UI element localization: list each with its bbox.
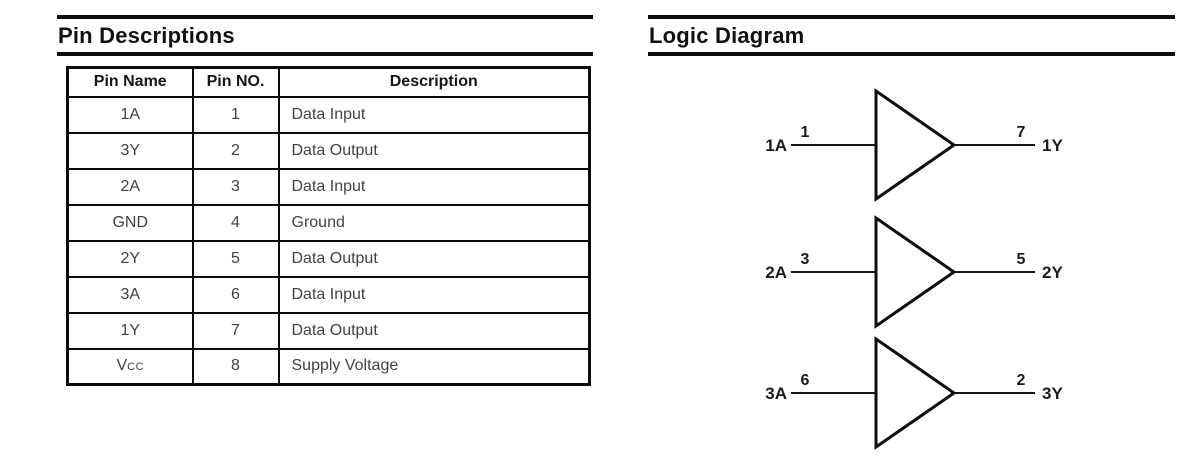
- vcc-main: V: [116, 357, 128, 375]
- header-rule-bottom: [648, 52, 1175, 56]
- gate2-input-label: 2A: [765, 263, 787, 282]
- table-row: [68, 133, 590, 169]
- gate3-input-label: 3A: [765, 384, 787, 403]
- table-row: [68, 313, 590, 349]
- gate2-output-pin-number: 5: [1016, 251, 1026, 268]
- cell-description: Data Input: [279, 97, 590, 133]
- cell-description: Data Output: [279, 241, 590, 277]
- pin-table-container: [66, 66, 591, 386]
- cell-pin-no: 7: [193, 313, 279, 349]
- gate3-output-label: 3Y: [1042, 384, 1063, 403]
- buffer-gate-3: [765, 339, 1063, 447]
- col-header-description: Description: [279, 68, 590, 97]
- table-header-row: [68, 68, 590, 97]
- cell-pin-no: 5: [193, 241, 279, 277]
- buffer-gate-2: [765, 218, 1063, 326]
- cell-pin-no: 3: [193, 169, 279, 205]
- cell-pin-no: 4: [193, 205, 279, 241]
- gate2-input-pin-number: 3: [800, 251, 810, 268]
- pin-descriptions-table: [66, 66, 591, 386]
- gate3-output-pin-number: 2: [1016, 372, 1026, 389]
- cell-pin-name: 2A: [68, 169, 193, 205]
- cell-pin-name: 2Y: [68, 241, 193, 277]
- gate1-input-label: 1A: [765, 136, 787, 155]
- gate1-output-label: 1Y: [1042, 136, 1063, 155]
- gate1-output-pin-number: 7: [1016, 124, 1026, 141]
- cell-description: Data Output: [279, 133, 590, 169]
- vcc-subscript: CC: [127, 361, 145, 374]
- cell-pin-no: 1: [193, 97, 279, 133]
- gate3-input-pin-number: 6: [800, 372, 810, 389]
- pin-descriptions-header: [57, 15, 593, 56]
- cell-description: Data Input: [279, 169, 590, 205]
- logic-diagram-title: Logic Diagram: [649, 23, 805, 48]
- cell-description: Supply Voltage: [279, 349, 590, 385]
- cell-pin-name: 3Y: [68, 133, 193, 169]
- cell-pin-name: 1Y: [68, 313, 193, 349]
- cell-pin-no: 2: [193, 133, 279, 169]
- buffer-triangle-icon: [876, 91, 954, 199]
- buffer-triangle-icon: [876, 218, 954, 326]
- logic-diagram: [650, 85, 1200, 460]
- gate1-input-pin-number: 1: [800, 124, 810, 141]
- cell-pin-name: GND: [68, 205, 193, 241]
- gate2-output-label: 2Y: [1042, 263, 1063, 282]
- pin-descriptions-title: Pin Descriptions: [58, 23, 235, 48]
- buffer-gate-1: [765, 91, 1063, 199]
- cell-pin-no: 6: [193, 277, 279, 313]
- logic-diagram-header: [648, 15, 1175, 56]
- cell-pin-no: 8: [193, 349, 279, 385]
- cell-pin-name-vcc: [68, 349, 193, 385]
- cell-pin-name: 1A: [68, 97, 193, 133]
- table-row: [68, 349, 590, 385]
- table-row: [68, 205, 590, 241]
- table-row: [68, 169, 590, 205]
- table-row: [68, 241, 590, 277]
- col-header-pin-no: Pin NO.: [193, 68, 279, 97]
- cell-description: Data Output: [279, 313, 590, 349]
- col-header-pin-name: Pin Name: [68, 68, 193, 97]
- cell-pin-name: 3A: [68, 277, 193, 313]
- cell-description: Ground: [279, 205, 590, 241]
- header-rule-bottom: [57, 52, 593, 56]
- cell-description: Data Input: [279, 277, 590, 313]
- table-row: [68, 97, 590, 133]
- table-row: [68, 277, 590, 313]
- buffer-triangle-icon: [876, 339, 954, 447]
